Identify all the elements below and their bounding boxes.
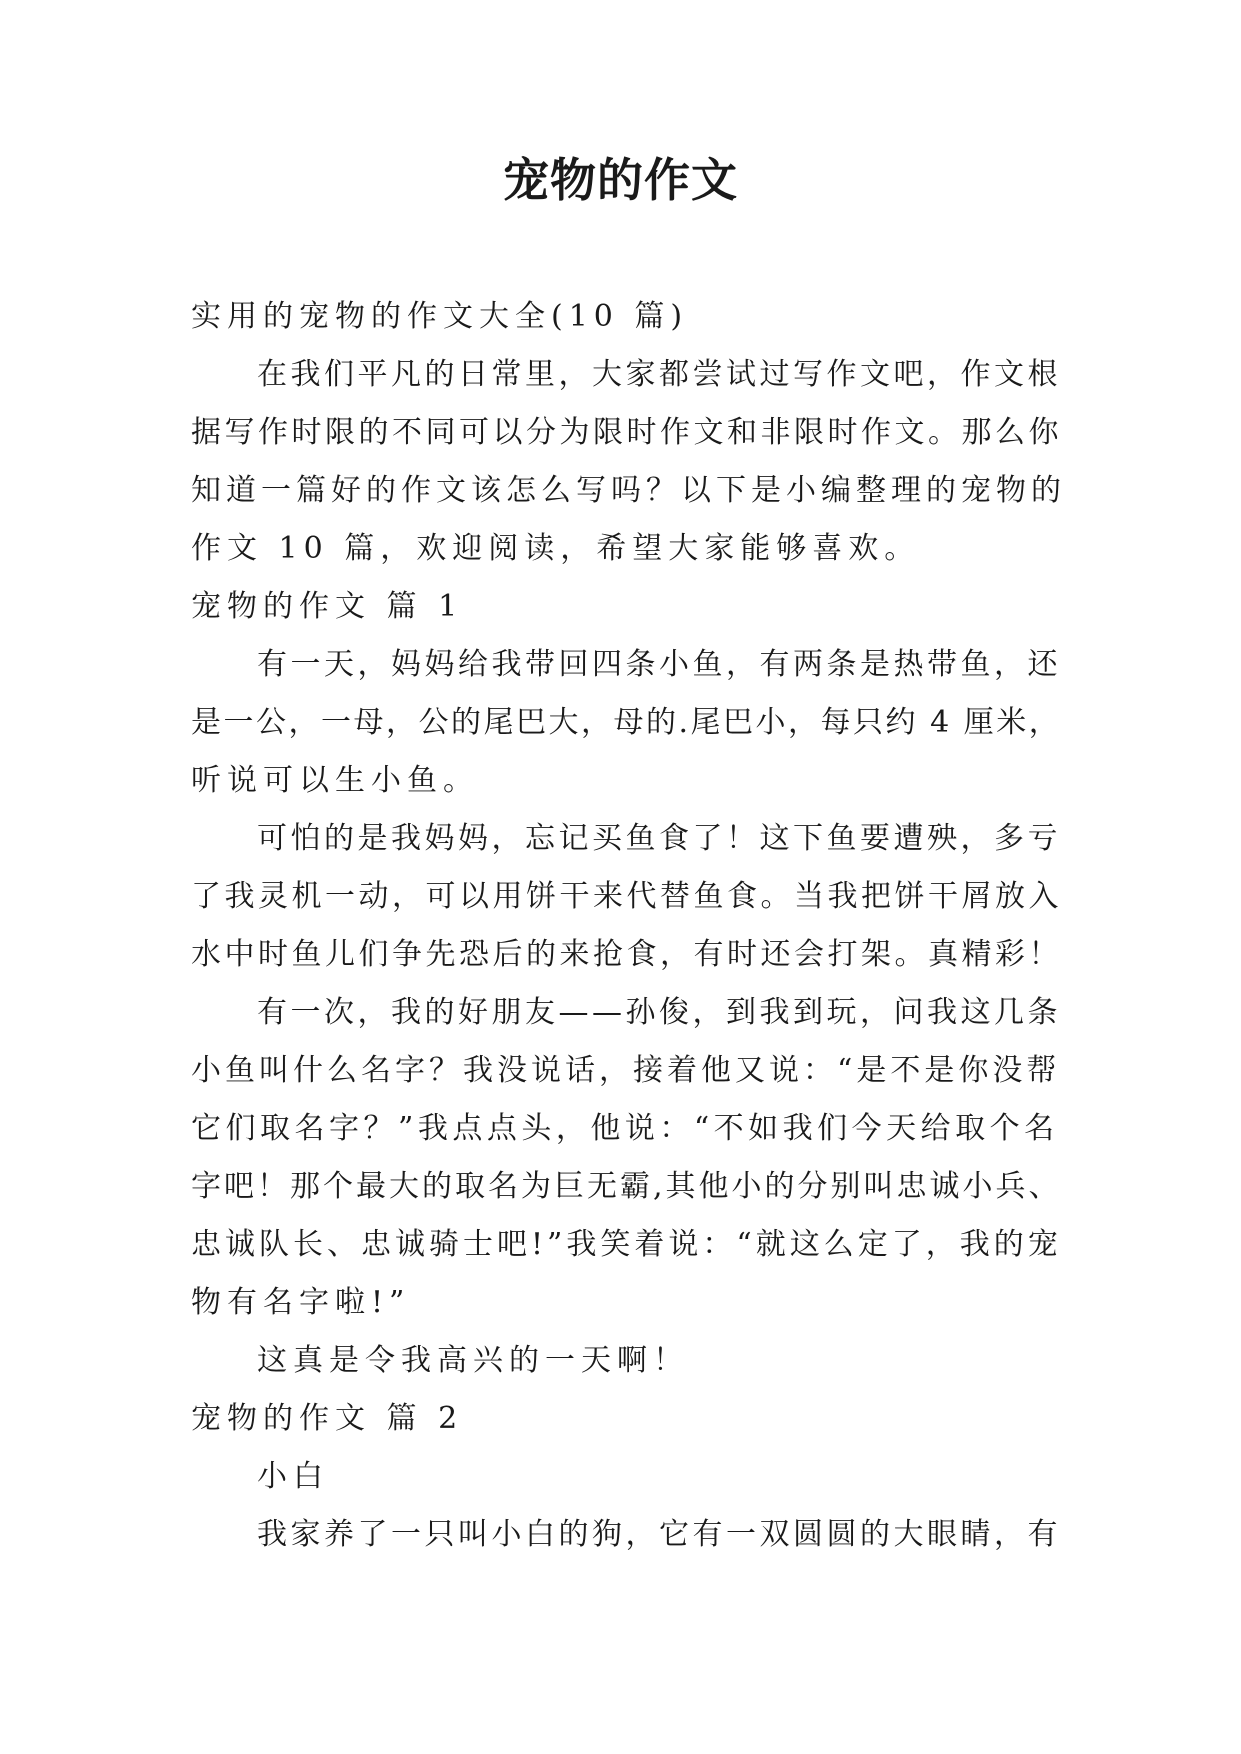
text-line: 作文 10 篇，欢迎阅读，希望大家能够喜欢。: [191, 531, 921, 566]
text-line: 宠物的作文 篇 2: [191, 1401, 464, 1436]
text-line: 有一天，妈妈给我带回四条小鱼，有两条是热带鱼，还: [257, 647, 1061, 682]
text-line: 物有名字啦!”: [191, 1285, 411, 1320]
text-line: 小白: [257, 1459, 329, 1494]
text-line: 水中时鱼儿们争先恐后的来抢食，有时还会打架。真精彩！: [191, 937, 1062, 972]
text-line: 可怕的是我妈妈，忘记买鱼食了！这下鱼要遭殃，多亏: [257, 821, 1061, 856]
document-body: [191, 288, 1071, 1564]
text-line: 这真是令我高兴的一天啊！: [257, 1343, 689, 1378]
text-line: 据写作时限的不同可以分为限时作文和非限时作文。那么你: [191, 415, 1062, 450]
text-line: 了我灵机一动，可以用饼干来代替鱼食。当我把饼干屑放入: [191, 879, 1062, 914]
text-line: 知道一篇好的作文该怎么写吗？以下是小编整理的宠物的: [191, 473, 1066, 508]
text-line: 我家养了一只叫小白的狗，它有一双圆圆的大眼睛，有: [257, 1517, 1061, 1552]
document-title: 宠物的作文: [503, 153, 738, 207]
text-line: 在我们平凡的日常里，大家都尝试过写作文吧，作文根: [257, 357, 1061, 392]
text-line: 宠物的作文 篇 1: [191, 589, 464, 624]
text-line: 实用的宠物的作文大全(10 篇): [191, 299, 689, 334]
text-line: 字吧！那个最大的取名为巨无霸,其他小的分别叫忠诚小兵、: [191, 1169, 1062, 1204]
text-line: 听说可以生小鱼。: [191, 763, 479, 798]
text-line: 它们取名字？”我点点头，他说：“不如我们今天给取个名: [191, 1111, 1059, 1146]
text-line: 小鱼叫什么名字？我没说话，接着他又说：“是不是你没帮: [191, 1053, 1061, 1088]
text-line: 忠诚队长、忠诚骑士吧!”我笑着说：“就这么定了，我的宠: [191, 1227, 1062, 1262]
text-line: 是一公，一母，公的尾巴大，母的.尾巴小，每只约 4 厘米，: [191, 705, 1062, 740]
text-line: 有一次，我的好朋友——孙俊，到我到玩，问我这几条: [257, 995, 1061, 1030]
